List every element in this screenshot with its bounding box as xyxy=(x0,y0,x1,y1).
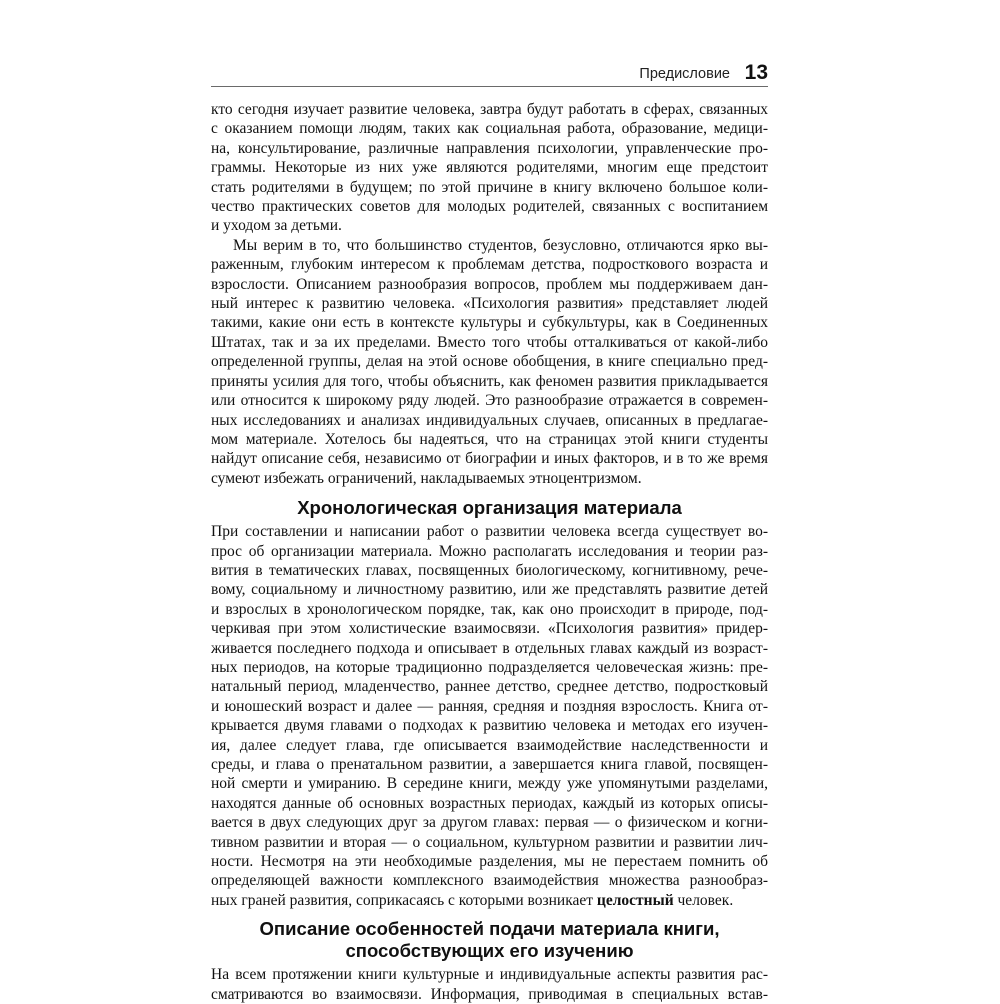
section-title: Предисловие xyxy=(639,66,730,82)
running-header xyxy=(211,61,768,87)
text-line: На всем протяжении книги культурные и индивидуальные аспекты развития рас- xyxy=(211,966,768,984)
text-line: Мы верим в то, что большинство студентов, безусловно, отличаются ярко вы- xyxy=(233,236,768,254)
text-line: тивном развитии и вторая — о социальном, культурном развитии и развитии лич- xyxy=(211,833,768,851)
text-line: прос об организации материала. Можно располагать исследования и теории раз- xyxy=(211,542,768,560)
text-line: крывается двумя главами о подходах к развитию человека и методах его изучен- xyxy=(211,717,768,735)
paragraph-3 xyxy=(211,522,768,910)
bold-term: целостный xyxy=(596,891,674,909)
text-line: взрослости. Описанием разнообразия вопросов, проблем мы поддерживаем дан- xyxy=(211,275,768,293)
section-heading: Хронологическая организация материала xyxy=(297,497,682,519)
text-line: ности. Несмотря на эти необходимые разделения, мы не перестаем помнить об xyxy=(211,853,768,871)
text-run: ных граней развития, соприкасаясь с которыми возникает xyxy=(211,891,597,909)
section-heading-2 xyxy=(211,918,768,962)
text-line: ный интерес к развитию человека. «Психология развития» представляет людей xyxy=(211,295,768,313)
text-line: черкивая при этом холистические взаимосвязи. «Психология развития» придер- xyxy=(211,620,768,638)
text-line: натальный период, младенчество, раннее детство, среднее детство, подростковый xyxy=(211,678,768,696)
text-line: или относится к широкому ряду людей. Это разнообразие отражается в современ- xyxy=(211,392,768,410)
text-line: на, консультирование, различные направления психологии, управленческие про- xyxy=(211,139,768,157)
text-line: такими, какие они есть в контексте культуры и субкультуры, как в Соединенных xyxy=(211,314,768,332)
text-line: живается последнего подхода и описывает в отдельных главах каждый из возраст- xyxy=(211,639,768,657)
text-line: определенной группы, делая на этой основе обобщения, в книге специально пред- xyxy=(211,353,768,371)
paragraph-4 xyxy=(211,965,768,1004)
text-line: определяющей важности комплексного взаимодействия множества разнообраз- xyxy=(211,872,768,890)
text-line: вития в тематических главах, посвященных биологическому, когнитивному, рече- xyxy=(211,561,768,579)
text-line: вается в двух следующих друг за другом главах: первая — о физическом и когни- xyxy=(211,814,768,832)
text-line: находятся данные об основных возрастных периодах, каждый из которых описы- xyxy=(211,794,768,812)
text-line: стать родителями в будущем; по этой причине в книгу включено большое коли- xyxy=(211,178,768,196)
text-line: Штатах, так и за их пределами. Вместо того чтобы отталкиваться от какой-либо xyxy=(211,333,768,351)
paragraph-1 xyxy=(211,100,768,236)
text-line: ных периодов, на которые традиционно подразделяется человеческая жизнь: пре- xyxy=(211,658,768,676)
text-line: ных исследованиях и анализах индивидуальных случаев, описанных в предлагае- xyxy=(211,411,768,429)
text-line: среды, и глава о пренатальном развитии, а завершается книга главой, посвящен- xyxy=(211,756,768,773)
page-number: 13 xyxy=(744,61,768,84)
text-run: человек. xyxy=(673,891,734,909)
text-line: и взрослых в хронологическом порядке, так, как оно происходит в природе, под- xyxy=(211,600,768,618)
text-line: граммы. Некоторые из них уже являются родителями, многим еще предстоит xyxy=(211,159,768,177)
text-line: мом материале. Хотелось бы надеяться, что на страницах этой книги студенты xyxy=(211,430,768,448)
text-line: ия, далее следует глава, где описывается взаимодействие наследственности и xyxy=(211,736,768,754)
paragraph-2 xyxy=(211,236,768,488)
text-line xyxy=(211,891,768,910)
text-line: приняты усилия для того, чтобы объяснить, как феномен развития прикладывается xyxy=(211,372,768,390)
text-line: и уходом за детьми. xyxy=(211,217,342,235)
body-text xyxy=(211,100,768,1004)
text-line: вому, социальному и личностному развитию, или же представлять развитие детей xyxy=(211,581,768,599)
text-line: и юношеский возраст и далее — ранняя, средняя и поздняя взрослость. Книга от- xyxy=(211,697,768,715)
text-line: чество практических советов для молодых родителей, связанных с воспитанием xyxy=(211,198,768,216)
heading-line: Описание особенностей подачи материала книги, xyxy=(259,918,720,940)
text-line: При составлении и написании работ о развитии человека всегда существует во- xyxy=(211,523,768,541)
text-line: кто сегодня изучает развитие человека, завтра будут работать в сферах, связанных xyxy=(211,101,768,118)
text-line: раженным, глубоким интересом к проблемам детства, подросткового возраста и xyxy=(211,256,768,274)
text-line: ной смерти и умиранию. В середине книги, между уже упомянутыми разделами, xyxy=(211,775,768,793)
text-line: сматриваются во взаимосвязи. Информация, приводимая в специальных встав- xyxy=(211,985,768,1003)
text-line: найдут описание себя, независимо от биографии и иных факторов, и в то же время xyxy=(211,450,768,468)
text-line: с оказанием помощи людям, таких как социальная работа, образование, медици- xyxy=(211,120,768,138)
text-line: сумеют избежать ограничений, накладываемых этноцентризмом. xyxy=(211,469,642,487)
heading-line: способствующих его изучению xyxy=(345,940,634,962)
